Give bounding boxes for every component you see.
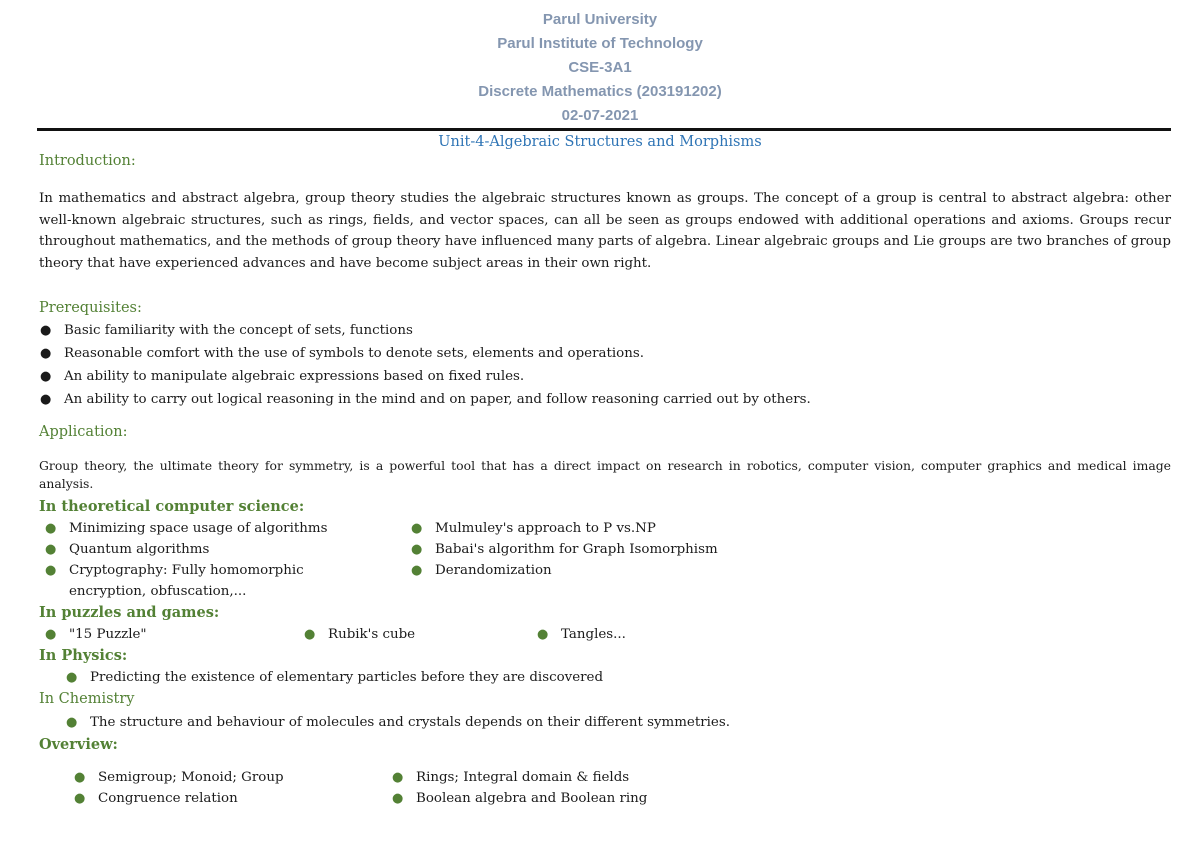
list-item-text: Basic familiarity with the concept of sets, functions — [64, 323, 413, 338]
bullet-icon: ● — [45, 627, 57, 642]
application-text: Group theory, the ultimate theory for symmetry, is a powerful tool that has a direct impact on research in robotics, computer vision, computer graphics and medical image analysis. — [39, 458, 1171, 491]
introduction-text: In mathematics and abstract algebra, group theory studies the algebraic structures known as groups. The concept of a group is central to abstract algebra: other well-known algebraic structures, such as rings, fields, and vector spaces, can all be seen as groups endowed with additional operations and axioms. Groups recur throughout mathematics, and the methods of group theory have influenced many parts of algebra. Linear algebraic groups and Lie groups are two branches of group theory that have experienced advances and have become subject areas in their own right. — [39, 191, 1171, 271]
introduction-heading: Introduction: — [39, 153, 136, 169]
chemistry-heading: In Chemistry — [39, 691, 135, 707]
list-item — [66, 670, 604, 685]
list-item — [411, 542, 718, 557]
list-item — [40, 369, 525, 384]
course-name: Discrete Mathematics (203191202) — [478, 83, 722, 100]
bullet-icon: ● — [392, 791, 404, 806]
bullet-icon: ● — [40, 346, 52, 361]
list-item-text: Mulmuley's approach to P vs.NP — [435, 521, 656, 536]
list-item — [392, 770, 630, 785]
list-item — [392, 791, 648, 806]
bullet-icon: ● — [66, 670, 78, 685]
list-item-text: Cryptography: Fully homomorphic — [69, 563, 304, 578]
theoretical-cs-heading: In theoretical computer science: — [39, 498, 305, 515]
institute-name: Parul Institute of Technology — [497, 35, 703, 52]
bullet-icon: ● — [304, 627, 316, 642]
list-item-text: Boolean algebra and Boolean ring — [416, 791, 648, 806]
bullet-icon: ● — [411, 521, 423, 536]
list-item — [40, 323, 413, 338]
list-item-continuation: encryption, obfuscation,... — [69, 584, 247, 599]
list-item-text: Rings; Integral domain & fields — [416, 770, 630, 785]
list-item — [411, 521, 656, 536]
bullet-icon: ● — [40, 392, 52, 407]
list-item-text: Rubik's cube — [328, 627, 416, 642]
list-item-text: Reasonable comfort with the use of symbols to denote sets, elements and operations. — [64, 346, 644, 361]
bullet-icon: ● — [74, 770, 86, 785]
list-item — [411, 563, 552, 578]
list-item-text: Minimizing space usage of algorithms — [69, 521, 328, 536]
application-heading: Application: — [39, 424, 128, 440]
bullet-icon: ● — [45, 521, 57, 536]
list-item-text: Congruence relation — [98, 791, 238, 806]
list-item — [537, 627, 626, 642]
document-date: 02-07-2021 — [561, 107, 639, 124]
puzzles-heading: In puzzles and games: — [39, 604, 220, 621]
list-item — [74, 791, 238, 806]
overview-heading: Overview: — [39, 736, 118, 753]
list-item-text: Derandomization — [435, 563, 552, 578]
list-item-text: "15 Puzzle" — [69, 627, 147, 642]
bullet-icon: ● — [66, 715, 78, 730]
list-item — [45, 627, 147, 642]
bullet-icon: ● — [74, 791, 86, 806]
list-item-text: Semigroup; Monoid; Group — [98, 770, 284, 785]
list-item-text: Tangles... — [561, 627, 626, 642]
bullet-icon: ● — [45, 563, 57, 578]
physics-heading: In Physics: — [39, 647, 128, 664]
header-divider — [37, 128, 1171, 131]
list-item — [45, 521, 328, 536]
unit-title: Unit-4-Algebraic Structures and Morphisms — [438, 134, 762, 150]
list-item-text: Babai's algorithm for Graph Isomorphism — [435, 542, 718, 557]
list-item — [304, 627, 416, 642]
list-item-text: An ability to manipulate algebraic expressions based on fixed rules. — [64, 369, 525, 384]
list-item-text: The structure and behaviour of molecules and crystals depends on their different symmetries. — [90, 715, 730, 730]
list-item-text: Predicting the existence of elementary particles before they are discovered — [90, 670, 604, 685]
list-item — [40, 346, 644, 361]
list-item-text: Quantum algorithms — [69, 542, 210, 557]
bullet-icon: ● — [45, 542, 57, 557]
bullet-icon: ● — [40, 369, 52, 384]
bullet-icon: ● — [411, 542, 423, 557]
university-name: Parul University — [542, 11, 658, 28]
bullet-icon: ● — [537, 627, 549, 642]
list-item — [74, 770, 284, 785]
prerequisites-heading: Prerequisites: — [39, 300, 142, 316]
list-item — [45, 563, 304, 578]
bullet-icon: ● — [411, 563, 423, 578]
bullet-icon: ● — [40, 323, 52, 338]
list-item — [66, 715, 730, 730]
class-name: CSE-3A1 — [568, 59, 632, 76]
list-item-text: An ability to carry out logical reasoning in the mind and on paper, and follow reasoning carried out by others. — [64, 392, 811, 407]
bullet-icon: ● — [392, 770, 404, 785]
list-item — [45, 542, 210, 557]
list-item — [40, 392, 811, 407]
